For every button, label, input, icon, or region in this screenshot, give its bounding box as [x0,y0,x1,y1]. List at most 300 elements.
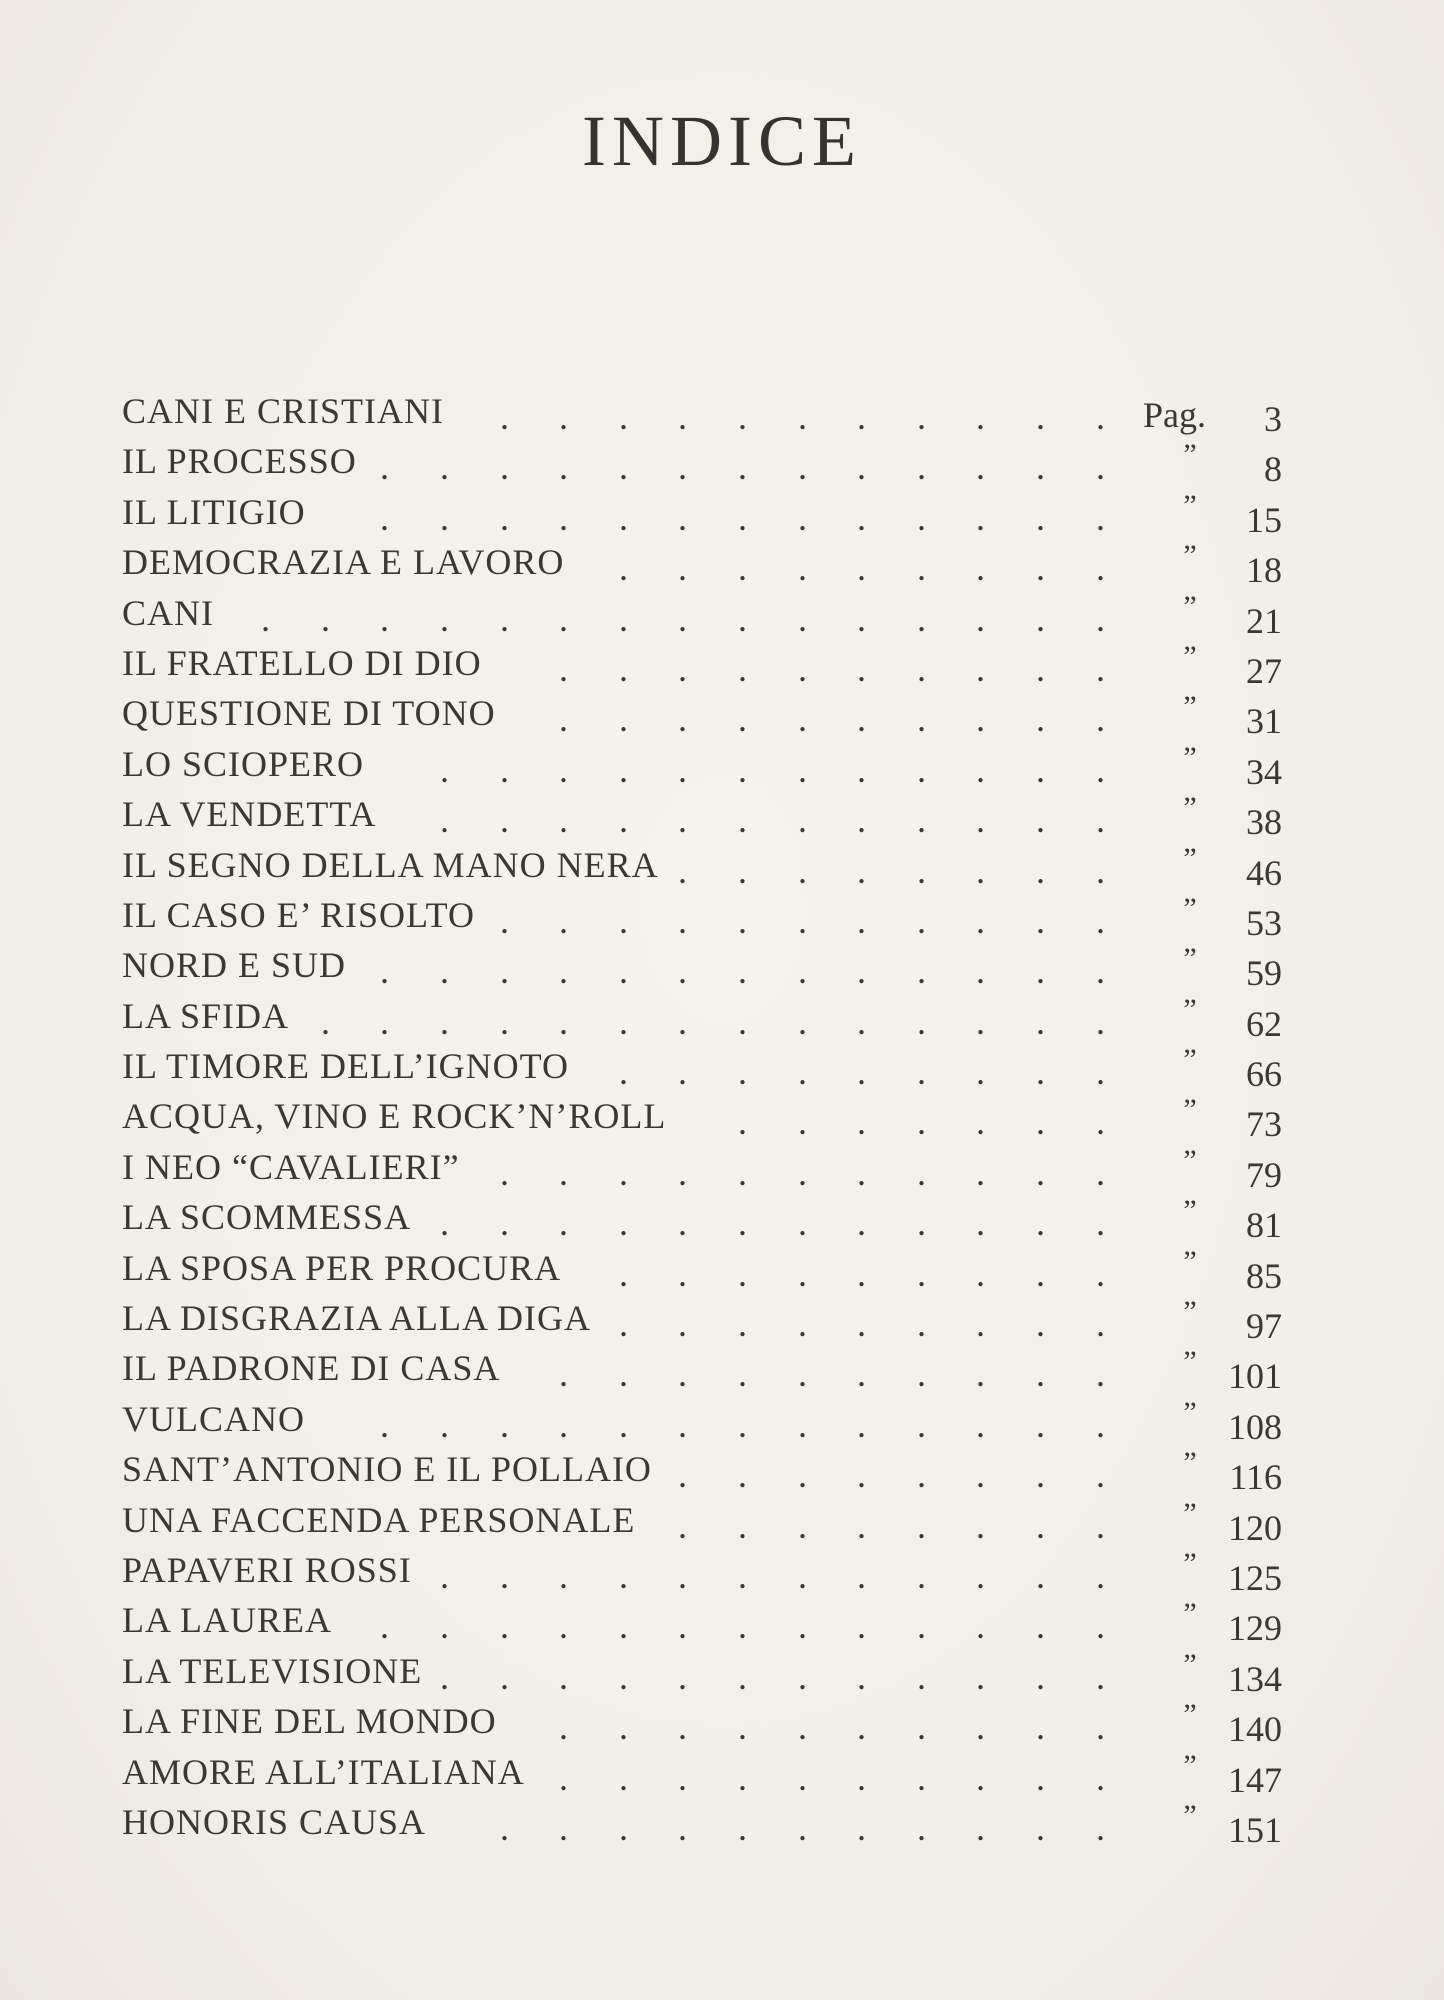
leader-dot: . [440,598,449,639]
leader-dot: . [798,749,807,790]
leader-dot: . [321,598,330,639]
entry-title: LA SCOMMESSA [122,1197,412,1238]
toc-entry [122,1041,1282,1095]
leader-dot: . [619,1203,628,1244]
leader-dot: . [1096,648,1105,689]
leader-dot: . [678,598,687,639]
leader-dot: . [619,1253,628,1294]
leader-dot: . [1096,850,1105,891]
leader-dot: . [738,497,747,538]
ditto-mark: ” [1183,438,1197,472]
leader-dot: . [798,1152,807,1193]
leader-dot: . [798,497,807,538]
leader-dot: . [559,497,568,538]
leader-dot: . [678,800,687,841]
leader-dot: . [500,598,509,639]
leader-dot: . [1036,1707,1045,1748]
leader-dot: . [559,397,568,437]
leader-dot: . [1096,1052,1105,1093]
leader-dot: . [619,1656,628,1697]
leader-dot: . [1096,1203,1105,1244]
leader-dot: . [976,850,985,891]
leader-dot: . [559,1807,568,1848]
leader-dot: . [976,1203,985,1244]
leader-dot: . [857,951,866,992]
leader-dot: . [738,951,747,992]
leader-dot: . [559,900,568,941]
leader-dot: . [976,1505,985,1546]
ditto-mark: ” [1183,1798,1197,1832]
leader-dot: . [559,1404,568,1445]
leader-dot: . [738,1505,747,1546]
leader-dot: . [1096,1253,1105,1294]
toc-entry [122,1696,1282,1750]
leader-dot: . [917,598,926,639]
leader-dot: . [1036,1304,1045,1345]
leader-dot: . [619,1555,628,1596]
leader-dot: . [738,1656,747,1697]
leader-dot: . [559,1354,568,1395]
toc-entry [122,1243,1282,1296]
leader-dot: . [738,1606,747,1647]
leader-dot: . [917,1555,926,1596]
leader-dot: . [619,447,628,488]
toc-entry [122,739,1282,792]
toc-entry [122,688,1282,742]
dot-leader [122,1450,1122,1500]
leader-dot: . [976,951,985,992]
leader-dot: . [559,1606,568,1647]
entry-title: ACQUA, VINO E ROCK’N’ROLL [122,1096,667,1137]
leader-dot: . [1036,598,1045,639]
leader-dot: . [559,1001,568,1042]
leader-dot: . [500,1152,509,1193]
leader-dot: . [500,800,509,841]
leader-dot: . [500,951,509,992]
entry-title: AMORE ALL’ITALIANA [122,1751,525,1792]
leader-dot: . [857,1102,866,1143]
entry-title: IL PADRONE DI CASA [122,1348,501,1389]
leader-dot: . [738,1757,747,1798]
toc-entry [122,1091,1282,1145]
leader-dot: . [798,1455,807,1496]
leader-dot: . [1096,951,1105,992]
dot-leader [122,1148,1122,1198]
leader-dot: . [1036,1807,1045,1848]
dot-leader [122,442,1122,492]
leader-dot: . [976,1253,985,1294]
entry-title: LA DISGRAZIA ALLA DIGA [122,1298,591,1339]
entry-title: IL PROCESSO [122,441,357,482]
dot-leader [122,1097,1122,1147]
toc-entry [122,890,1282,943]
leader-dot: . [500,1656,509,1697]
leader-dot: . [738,749,747,790]
leader-dot: . [738,1102,747,1143]
pag-label: Pag. [1143,395,1206,435]
leader-dot: . [857,1606,866,1647]
leader-dot: . [1036,1052,1045,1093]
leader-dot: . [380,1001,389,1042]
leader-dot: . [1036,800,1045,841]
entry-title: PAPAVERI ROSSI [122,1549,412,1590]
ditto-mark: ” [1183,1597,1197,1631]
leader-dot: . [619,397,628,437]
leader-dot: . [1036,850,1045,891]
leader-dot: . [738,1707,747,1748]
ditto-mark: ” [1183,1698,1197,1732]
leader-dot: . [917,1253,926,1294]
ditto-mark: ” [1183,1143,1197,1177]
leader-dot: . [738,648,747,689]
leader-dot: . [976,1354,985,1395]
ditto-mark: ” [1183,1748,1197,1782]
dot-leader [122,1198,1122,1248]
leader-dot: . [1096,397,1105,437]
page-number: 66 [1246,1054,1282,1095]
entry-title: CANI E CRISTIANI [122,391,444,431]
leader-dot: . [619,548,628,589]
leader-dot: . [976,1807,985,1848]
leader-dot: . [559,800,568,841]
leader-dot: . [559,648,568,689]
leader-dot: . [500,900,509,941]
leader-dot: . [857,800,866,841]
leader-dot: . [976,749,985,790]
leader-dot: . [857,900,866,941]
leader-dot: . [1036,648,1045,689]
leader-dot: . [1036,397,1045,437]
leader-dot: . [917,1354,926,1395]
leader-dot: . [380,497,389,538]
leader-dot: . [559,1757,568,1798]
leader-dot: . [500,1404,509,1445]
ditto-mark: ” [1183,1194,1197,1228]
leader-dot: . [1096,1757,1105,1798]
leader-dot: . [798,1656,807,1697]
leader-dot: . [619,1152,628,1193]
leader-dot: . [857,699,866,740]
leader-dot: . [1096,1656,1105,1697]
leader-dot: . [857,1505,866,1546]
leader-dot: . [857,1404,866,1445]
dot-leader [122,1803,1122,1853]
leader-dot: . [678,1253,687,1294]
leader-dot: . [559,598,568,639]
leader-dot: . [619,598,628,639]
table-of-contents [122,386,1282,1850]
leader-dot: . [619,497,628,538]
page-number: 46 [1246,852,1282,893]
dot-leader [122,1349,1122,1399]
leader-dot: . [738,699,747,740]
leader-dot: . [917,1152,926,1193]
leader-dot: . [1096,699,1105,740]
leader-dot: . [976,800,985,841]
leader-dot: . [1036,1102,1045,1143]
toc-entry [122,1747,1282,1800]
leader-dot: . [798,1807,807,1848]
leader-dot: . [678,951,687,992]
leader-dot: . [738,1001,747,1042]
leader-dot: . [917,497,926,538]
leader-dot: . [1096,447,1105,488]
page-number: 18 [1246,550,1282,591]
entry-title: IL CASO E’ RISOLTO [122,894,476,935]
page-number: 3 [1264,399,1282,439]
leader-dot: . [440,447,449,488]
leader-dot: . [678,1354,687,1395]
leader-dot: . [1036,1152,1045,1193]
leader-dot: . [500,1203,509,1244]
leader-dot: . [738,1052,747,1093]
dot-leader [122,1652,1122,1702]
leader-dot: . [1036,951,1045,992]
leader-dot: . [857,1656,866,1697]
leader-dot: . [1036,1505,1045,1546]
leader-dot: . [857,1304,866,1345]
leader-dot: . [678,850,687,891]
leader-dot: . [678,1757,687,1798]
leader-dot: . [917,1304,926,1345]
leader-dot: . [1036,1203,1045,1244]
leader-dot: . [857,548,866,589]
dot-leader [122,1702,1122,1752]
leader-dot: . [559,1656,568,1697]
ditto-mark: ” [1183,1446,1197,1480]
leader-dot: . [678,1404,687,1445]
leader-dot: . [857,447,866,488]
leader-dot: . [559,749,568,790]
page-number: 116 [1229,1457,1282,1498]
ditto-mark: ” [1183,1496,1197,1530]
leader-dot: . [976,900,985,941]
leader-dot: . [917,447,926,488]
leader-dot: . [857,397,866,437]
leader-dot: . [678,648,687,689]
toc-entry [122,1192,1282,1246]
toc-entry [122,487,1282,540]
leader-dot: . [917,648,926,689]
leader-dot: . [738,598,747,639]
entry-title: IL FRATELLO DI DIO [122,642,482,683]
leader-dot: . [917,1052,926,1093]
leader-dot: . [857,1555,866,1596]
entry-title: I NEO “CAVALIERI” [122,1146,460,1187]
leader-dot: . [917,1102,926,1143]
leader-dot: . [678,1304,687,1345]
leader-dot: . [738,1807,747,1848]
leader-dot: . [857,749,866,790]
leader-dot: . [976,548,985,589]
leader-dot: . [678,1001,687,1042]
dot-leader [122,392,1122,442]
leader-dot: . [440,951,449,992]
leader-dot: . [1096,800,1105,841]
page-number: 140 [1228,1709,1282,1750]
leader-dot: . [917,1001,926,1042]
leader-dot: . [1036,548,1045,589]
leader-dot: . [738,548,747,589]
entry-title: QUESTIONE DI TONO [122,693,496,734]
leader-dot: . [380,598,389,639]
leader-dot: . [798,699,807,740]
leader-dot: . [798,548,807,589]
page-number: 8 [1264,449,1282,490]
page-number: 31 [1246,701,1282,742]
leader-dot: . [440,1001,449,1042]
entry-title: DEMOCRAZIA E LAVORO [122,542,565,583]
leader-dot: . [619,1404,628,1445]
leader-dot: . [798,1707,807,1748]
ditto-mark: ” [1183,639,1197,673]
leader-dot: . [976,699,985,740]
page-number: 81 [1246,1205,1282,1246]
leader-dot: . [440,1606,449,1647]
page-number: 53 [1246,902,1282,943]
leader-dot: . [1036,1253,1045,1294]
leader-dot: . [559,699,568,740]
dot-leader [122,997,1122,1047]
page-number: 101 [1228,1356,1282,1397]
page-number: 85 [1246,1255,1282,1296]
leader-dot: . [917,1606,926,1647]
leader-dot: . [917,900,926,941]
leader-dot: . [738,1152,747,1193]
leader-dot: . [798,1505,807,1546]
toc-entry [122,1797,1282,1850]
leader-dot: . [440,1555,449,1596]
leader-dot: . [857,1152,866,1193]
dot-leader [122,1400,1122,1450]
leader-dot: . [1096,1354,1105,1395]
leader-dot: . [380,1404,389,1445]
leader-dot: . [976,1455,985,1496]
page-number: 79 [1246,1154,1282,1195]
leader-dot: . [976,648,985,689]
page-number: 38 [1246,802,1282,843]
entry-title: LO SCIOPERO [122,743,365,784]
leader-dot: . [738,397,747,437]
ditto-mark: ” [1183,891,1197,925]
leader-dot: . [380,447,389,488]
leader-dot: . [1036,1354,1045,1395]
leader-dot: . [559,1555,568,1596]
page-number: 134 [1228,1658,1282,1699]
leader-dot: . [619,1807,628,1848]
leader-dot: . [738,447,747,488]
toc-entry [122,1343,1282,1397]
dot-leader [122,1551,1122,1601]
leader-dot: . [976,1001,985,1042]
leader-dot: . [976,1404,985,1445]
leader-dot: . [678,1606,687,1647]
leader-dot: . [500,397,509,437]
leader-dot: . [619,900,628,941]
leader-dot: . [678,1707,687,1748]
leader-dot: . [798,850,807,891]
leader-dot: . [798,1404,807,1445]
page-number: 147 [1228,1759,1282,1800]
entry-title: HONORIS CAUSA [122,1801,427,1842]
ditto-mark: ” [1183,1546,1197,1580]
leader-dot: . [857,1052,866,1093]
leader-dot: . [559,951,568,992]
leader-dot: . [798,598,807,639]
leader-dot: . [917,1757,926,1798]
ditto-mark: ” [1183,791,1197,825]
toc-entry [122,1293,1282,1347]
dot-leader [122,896,1122,946]
leader-dot: . [440,497,449,538]
leader-dot: . [1096,1555,1105,1596]
page-number: 21 [1246,600,1282,641]
page-number: 15 [1246,499,1282,540]
toc-entry [122,386,1282,439]
leader-dot: . [798,1757,807,1798]
page-number: 125 [1228,1557,1282,1598]
entry-title: CANI [122,592,214,633]
leader-dot: . [619,699,628,740]
dot-leader [122,694,1122,744]
leader-dot: . [976,447,985,488]
leader-dot: . [619,1354,628,1395]
leader-dot: . [619,951,628,992]
leader-dot: . [976,1052,985,1093]
toc-entry [122,1595,1282,1649]
ditto-mark: ” [1183,1043,1197,1077]
leader-dot: . [976,1304,985,1345]
leader-dot: . [857,850,866,891]
ditto-mark: ” [1183,992,1197,1026]
leader-dot: . [440,1656,449,1697]
leader-dot: . [1036,1757,1045,1798]
page-number: 73 [1246,1104,1282,1145]
page-number: 59 [1246,953,1282,994]
leader-dot: . [619,1606,628,1647]
leader-dot: . [798,648,807,689]
leader-dot: . [798,951,807,992]
leader-dot: . [857,648,866,689]
ditto-mark: ” [1183,539,1197,573]
leader-dot: . [1036,749,1045,790]
dot-leader [122,594,1122,644]
leader-dot: . [976,1757,985,1798]
leader-dot: . [678,900,687,941]
ditto-mark: ” [1183,690,1197,724]
leader-dot: . [678,548,687,589]
leader-dot: . [798,1052,807,1093]
leader-dot: . [1096,1404,1105,1445]
entry-title: IL SEGNO DELLA MANO NERA [122,844,659,885]
leader-dot: . [619,1757,628,1798]
leader-dot: . [678,1555,687,1596]
leader-dot: . [857,1757,866,1798]
page-number: 151 [1228,1809,1282,1850]
leader-dot: . [1096,1807,1105,1848]
leader-dot: . [738,1354,747,1395]
toc-entry [122,436,1282,490]
entry-title: NORD E SUD [122,945,347,986]
entry-title: LA SPOSA PER PROCURA [122,1247,562,1288]
leader-dot: . [917,1707,926,1748]
leader-dot: . [857,1807,866,1848]
ditto-mark: ” [1183,1244,1197,1278]
toc-entry [122,588,1282,641]
toc-entry [122,1495,1282,1548]
leader-dot: . [917,800,926,841]
leader-dot: . [798,900,807,941]
